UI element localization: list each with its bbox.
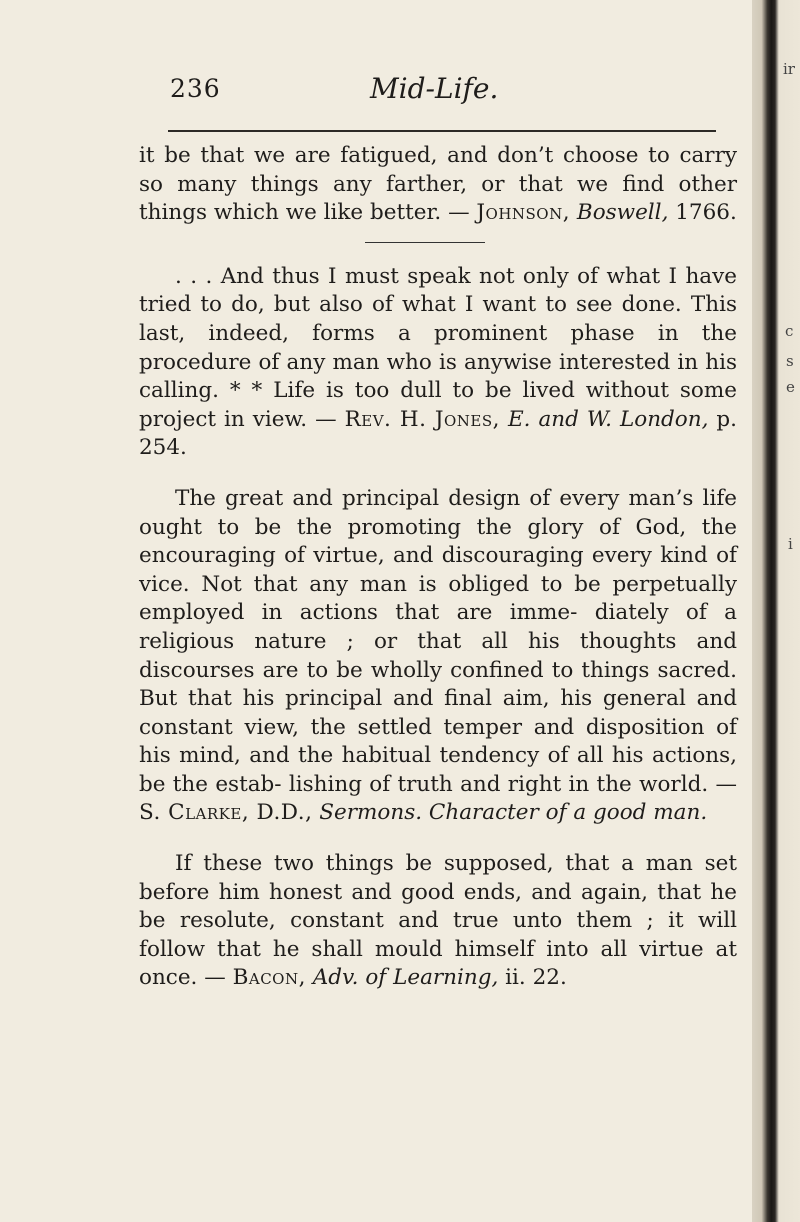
section-divider — [365, 242, 485, 243]
header-rule — [168, 130, 716, 132]
quotation-source: Boswell, — [576, 200, 669, 226]
quotation-source: E. and W. London, — [507, 406, 709, 432]
running-title: Mid-Life. — [370, 72, 499, 105]
quotation-1: it be that we are fatigued, and don’t choose to carry so many things any farther, or that we find other things which we like better. — Johnson, Boswell, 1766. — [139, 143, 737, 226]
page-body — [139, 142, 737, 993]
quotation-source: Sermons. Character of a good man. — [319, 800, 708, 826]
quotation-author: S. Clarke, D.D., — [139, 800, 313, 826]
quotation-author: Johnson, — [476, 200, 571, 226]
facing-page-fragment: s — [786, 352, 794, 370]
page-number: 236 — [170, 74, 221, 103]
quotation-source: Adv. of Learning, — [312, 965, 499, 991]
book-gutter — [752, 0, 800, 1222]
facing-page-fragment: e — [786, 378, 795, 396]
facing-page-fragment: ir — [783, 60, 795, 78]
facing-page-fragment: i — [788, 535, 793, 553]
quotation-4: If these two things be supposed, that a man set before him honest and good ends, and again, that he be resolute, constant and true unto them ; it will follow that he shall mould himself into all virtue at once. — Bacon, Adv. of Learning, ii. 22. — [139, 851, 737, 991]
quotation-2: . . . And thus I must speak not only of what I have tried to do, but also of what I want to see done. This last, indeed, forms a prominent phase in the procedure of any man who is anywise interested in his calling. * * Life is too dull to be lived without some project in view. — Rev. H. Jones, E. and W. London, p. 254. — [139, 263, 737, 461]
quotation-author: Bacon, — [232, 965, 306, 991]
page-header — [170, 74, 730, 114]
quotation-author: Rev. H. Jones, — [344, 406, 500, 432]
quotation-3: The great and principal design of every man’s life ought to be the promoting the glory of God, the encouraging of virtue, and discouraging every kind of vice. Not that any man is obliged to be perpetually employed in actions that are imme- diately of a religious nature ; or that all his thoughts and discourses are to be wholly confined to things sacred. But that his principal and final aim, his general and constant view, the settled temper and disposition of his mind, and the habitual tendency of all his actions, be the estab- lishing of truth and right in the world. — S. Clarke, D.D., Sermons. Character of a good man. — [139, 485, 737, 826]
facing-page-fragment: c — [785, 322, 794, 340]
